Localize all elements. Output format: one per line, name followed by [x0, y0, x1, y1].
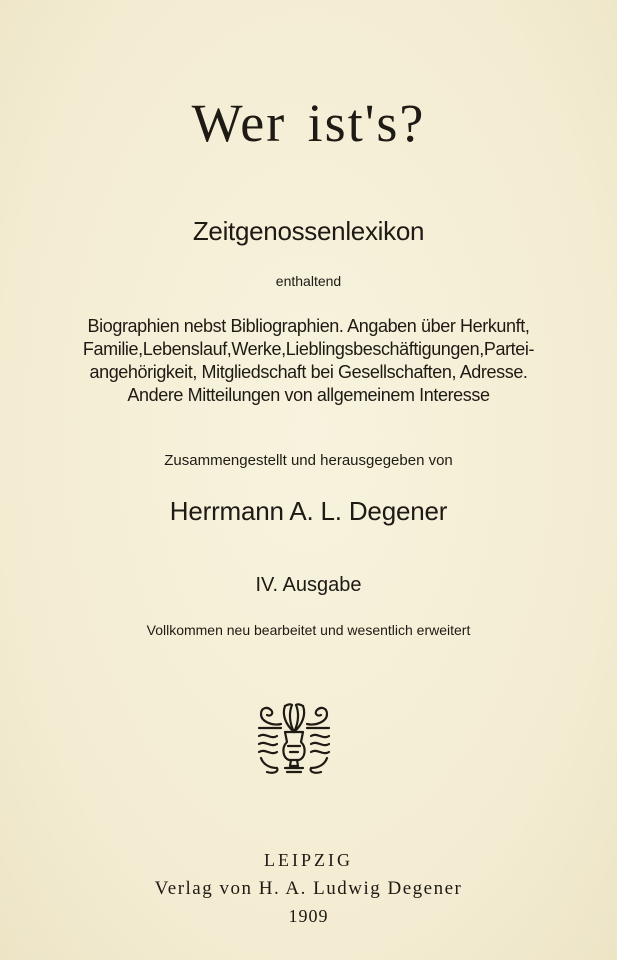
edition-label: IV. Ausgabe: [255, 574, 362, 596]
imprint-publisher: Verlag von H. A. Ludwig Degener: [154, 878, 463, 899]
compiled-by-label: Zusammengestellt und herausgegeben von: [164, 452, 453, 469]
description-line: Andere Mitteilungen von allgemeinem Interesse: [127, 385, 490, 405]
author-name: Herrmann A. L. Degener: [169, 496, 448, 526]
book-subtitle: Zeitgenossenlexikon: [192, 216, 425, 246]
imprint-year: 1909: [288, 906, 329, 926]
containing-label: enthaltend: [275, 273, 342, 289]
revision-note: Vollkommen neu bearbeitet und wesentlich erweitert: [146, 622, 471, 638]
description-line: angehörigkeit, Mitgliedschaft bei Gesellschaften, Adresse.: [89, 362, 528, 382]
art-nouveau-vignette-icon: [255, 702, 333, 776]
description-line: Familie,Lebenslauf,Werke,Lieblingsbeschäftigungen,Partei-: [82, 339, 535, 359]
description-line: Biographien nebst Bibliographien. Angaben über Herkunft,: [87, 316, 530, 336]
imprint-city: LEIPZIG: [264, 850, 353, 870]
book-title: Wer ist's?: [191, 93, 426, 153]
